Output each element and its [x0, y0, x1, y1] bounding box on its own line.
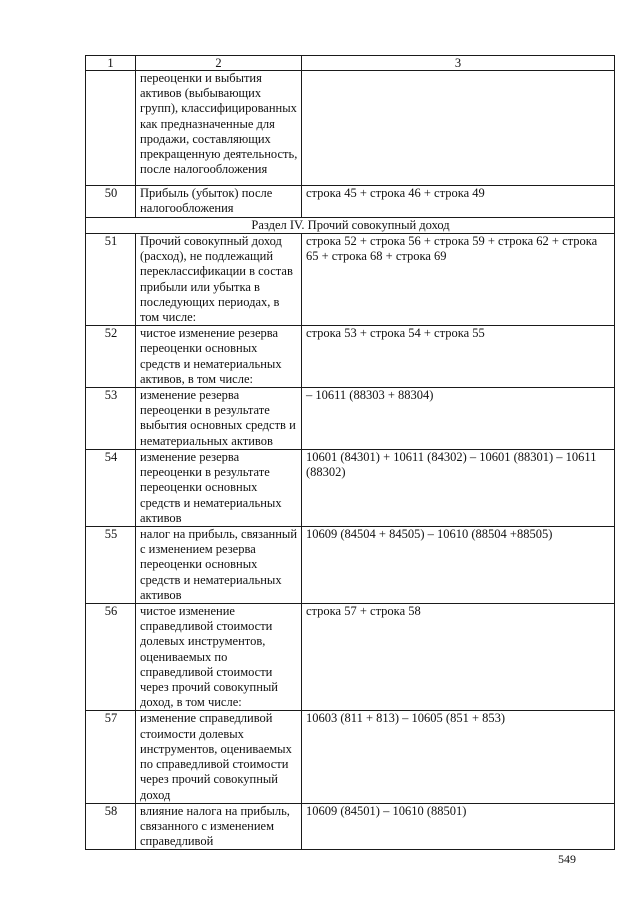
header-cell-1: 1: [86, 56, 136, 71]
table-row: [86, 450, 615, 527]
table-row: [86, 711, 615, 803]
report-table: [85, 55, 615, 850]
row-name: Прочий совокупный доход (расход), не подлежащий переклассификации в состав прибыли или убытка в последующих периодах, в том числе:: [136, 234, 302, 326]
row-formula: – 10611 (88303 + 88304): [302, 388, 615, 450]
row-number: 56: [86, 604, 136, 711]
row-name: чистое изменение резерва переоценки основных средств и нематериальных активов, в том числе:: [136, 326, 302, 388]
row-name: изменение справедливой стоимости долевых инструментов, оцениваемых по справедливой стоимости через прочий совокупный доход: [136, 711, 302, 803]
row-name: налог на прибыль, связанный с изменением резерва переоценки основных средств и нематериальных активов: [136, 527, 302, 604]
table-row: [86, 604, 615, 711]
row-name: чистое изменение справедливой стоимости долевых инструментов, оцениваемых по справедливой стоимости через прочий совокупный доход, в том числе:: [136, 604, 302, 711]
table-header-row: [86, 56, 615, 71]
table-row: [86, 388, 615, 450]
row-number: 57: [86, 711, 136, 803]
row-number: 51: [86, 234, 136, 326]
table-row: [86, 326, 615, 388]
row-number: [86, 71, 136, 186]
row-formula: 10603 (811 + 813) – 10605 (851 + 853): [302, 711, 615, 803]
row-formula: 10601 (84301) + 10611 (84302) – 10601 (88301) – 10611 (88302): [302, 450, 615, 527]
row-formula: 10609 (84501) – 10610 (88501): [302, 803, 615, 850]
header-cell-3: 3: [302, 56, 615, 71]
row-formula: строка 45 + строка 46 + строка 49: [302, 186, 615, 218]
header-cell-2: 2: [136, 56, 302, 71]
row-formula: 10609 (84504 + 84505) – 10610 (88504 +88505): [302, 527, 615, 604]
table-row: [86, 71, 615, 186]
section-row: [86, 218, 615, 234]
row-formula: строка 57 + строка 58: [302, 604, 615, 711]
row-number: 54: [86, 450, 136, 527]
table-row: [86, 234, 615, 326]
row-name: Прибыль (убыток) после налогообложения: [136, 186, 302, 218]
row-number: 52: [86, 326, 136, 388]
row-formula: строка 53 + строка 54 + строка 55: [302, 326, 615, 388]
row-name: переоценки и выбытия активов (выбывающих групп), классифицированных как предназначенные для продажи, составляющих прекращенную деятельность, после налогообложения: [136, 71, 302, 186]
table-row: [86, 527, 615, 604]
row-number: 53: [86, 388, 136, 450]
section-title: Раздел IV. Прочий совокупный доход: [86, 218, 615, 234]
table-row: [86, 186, 615, 218]
table-row: [86, 803, 615, 850]
row-formula: [302, 71, 615, 186]
row-formula: строка 52 + строка 56 + строка 59 + строка 62 + строка 65 + строка 68 + строка 69: [302, 234, 615, 326]
page-number: 549: [558, 852, 576, 866]
row-number: 55: [86, 527, 136, 604]
row-name: изменение резерва переоценки в результате выбытия основных средств и нематериальных активов: [136, 388, 302, 450]
row-name: изменение резерва переоценки в результате переоценки основных средств и нематериальных активов: [136, 450, 302, 527]
row-number: 58: [86, 803, 136, 850]
row-name: влияние налога на прибыль, связанного с изменением справедливой: [136, 803, 302, 850]
row-number: 50: [86, 186, 136, 218]
